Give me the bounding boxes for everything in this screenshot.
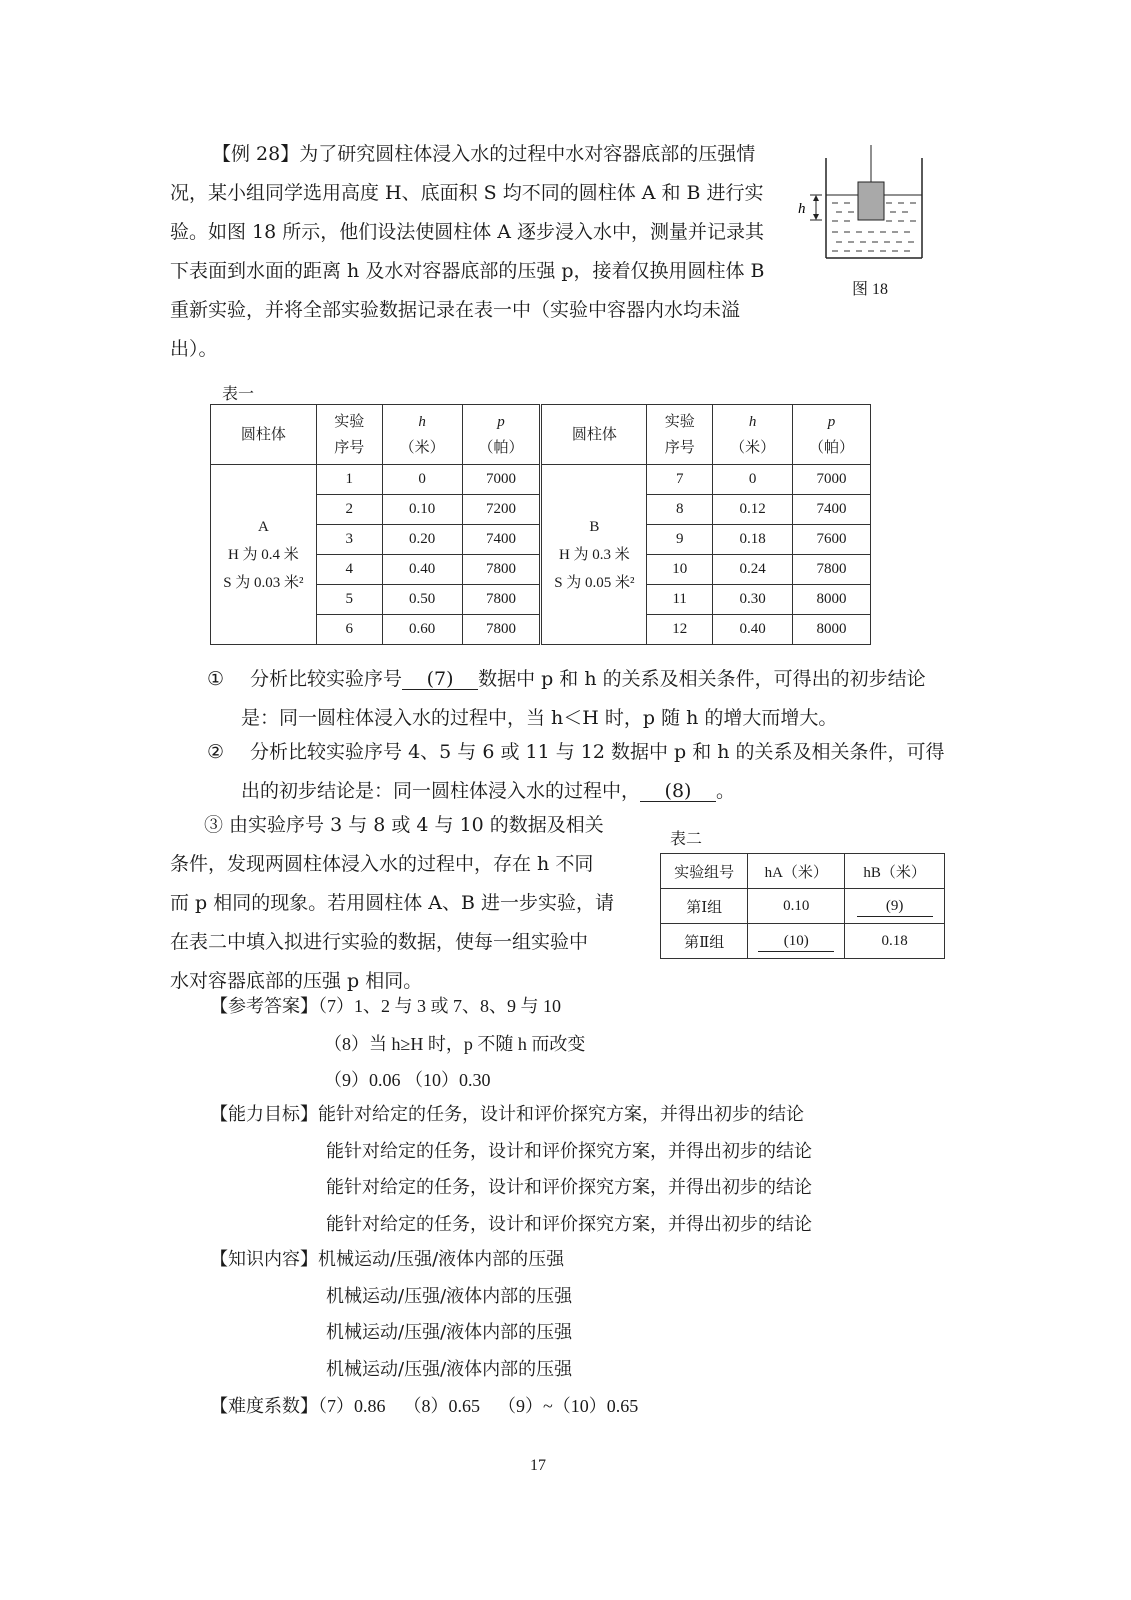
table-row: 5 0.50 7800 11 0.30 8000 bbox=[211, 585, 871, 615]
figure-h-label: h bbox=[798, 201, 806, 217]
table-row: 6 0.60 7800 12 0.40 8000 bbox=[211, 615, 871, 645]
problem-line-5: 重新实验，并将全部实验数据记录在表一中（实验中容器内水均未溢 bbox=[170, 299, 741, 321]
page-number: 17 bbox=[530, 1457, 546, 1474]
knowledge-label: 【知识内容】 bbox=[210, 1249, 318, 1270]
table1-caption: 表一 bbox=[222, 384, 255, 403]
blank-7[interactable]: (7) bbox=[402, 669, 478, 690]
figure-18-diagram bbox=[790, 140, 930, 265]
blank-10[interactable]: (10) bbox=[758, 931, 834, 952]
table1-header-seq-a: 实验 序号 bbox=[316, 405, 382, 465]
problem-line-6: 出）。 bbox=[170, 338, 218, 360]
ability-label: 【能力目标】 bbox=[210, 1104, 318, 1125]
figure-caption: 图 18 bbox=[852, 281, 889, 298]
problem-line-4: 下表面到水面的距离 h 及水对容器底部的压强 p，接着仅换用圆柱体 B bbox=[170, 260, 765, 282]
table1 bbox=[210, 404, 871, 645]
table1-group-a: A H 为 0.4 米 S 为 0.03 米² bbox=[211, 465, 317, 645]
table2 bbox=[660, 853, 945, 959]
difficulty-section: 【难度系数】（7）0.86 （8）0.65 （9）~（10）0.65 bbox=[210, 1396, 639, 1417]
difficulty-label: 【难度系数】 bbox=[210, 1396, 318, 1417]
table1-header-h-a: h （米） bbox=[382, 405, 462, 465]
problem-text bbox=[170, 135, 765, 369]
table1-header-cylinder-b: 圆柱体 bbox=[541, 405, 647, 465]
table2-caption: 表二 bbox=[670, 829, 703, 848]
table1-header-p-a: p （帕） bbox=[462, 405, 541, 465]
table-row: A H 为 0.4 米 S 为 0.03 米² 1 0 7000 B H 为 0.3 米 S 为 0.05 米² 7 0 7000 bbox=[211, 465, 871, 495]
knowledge-section: 【知识内容】机械运动/压强/液体内部的压强 机械运动/压强/液体内部的压强 机械运动/压强/液体内部的压强 机械运动/压强/液体内部的压强 bbox=[210, 1249, 573, 1380]
answer-label: 【参考答案】 bbox=[210, 996, 318, 1017]
table-row: 4 0.40 7800 10 0.24 7800 bbox=[211, 555, 871, 585]
table1-group-b: B H 为 0.3 米 S 为 0.05 米² bbox=[541, 465, 647, 645]
table-row: 第Ⅰ组 0.10 (9) bbox=[661, 889, 945, 924]
table2-header-row: 实验组号 hA（米） hB（米） bbox=[661, 854, 945, 889]
problem-line-3: 验。如图 18 所示，他们设法使圆柱体 A 逐步浸入水中，测量并记录其 bbox=[170, 221, 765, 243]
table1-header-p-b: p （帕） bbox=[793, 405, 871, 465]
problem-line-1: 【例 28】为了研究圆柱体浸入水的过程中水对容器底部的压强情 bbox=[212, 143, 756, 165]
ability-section: 【能力目标】能针对给定的任务，设计和评价探究方案，并得出初步的结论 能针对给定的任务，设计和评价探究方案，并得出初步的结论 能针对给定的任务，设计和评价探究方案，并得出初步的结论 能针对给定的任务，设计和评价探究方案，并得出初步的结论 bbox=[210, 1104, 812, 1235]
table-row: 3 0.20 7400 9 0.18 7600 bbox=[211, 525, 871, 555]
table1-header-h-b: h （米） bbox=[713, 405, 793, 465]
question-2: ② 分析比较实验序号 4、5 与 6 或 11 与 12 数据中 p 和 h 的关系及相关条件，可得 出的初步结论是：同一圆柱体浸入水的过程中， (8) 。 bbox=[207, 741, 945, 802]
blank-9[interactable]: (9) bbox=[857, 896, 933, 917]
answer-section: 【参考答案】（7）1、2 与 3 或 7、8、9 与 10 （8）当 h≥H 时，p 不随 h 而改变 （9）0.06 （10）0.30 bbox=[210, 996, 586, 1090]
table1-header-row bbox=[211, 405, 871, 465]
table-row: 2 0.10 7200 8 0.12 7400 bbox=[211, 495, 871, 525]
question-1: ① 分析比较实验序号 (7) 数据中 p 和 h 的关系及相关条件，可得出的初步结论 是：同一圆柱体浸入水的过程中，当 h＜H 时，p 随 h 的增大而增大。 bbox=[207, 668, 926, 729]
question-3: ③ 由实验序号 3 与 8 或 4 与 10 的数据及相关 条件，发现两圆柱体浸入水的过程中，存在 h 不同 而 p 相同的现象。若用圆柱体 A、B 进一步实验，请 在表二中填入拟进行实验的数据，使每一组实验中 水对容器底部的压强 p 相同。 bbox=[170, 814, 615, 992]
problem-line-2: 况，某小组同学选用高度 H、底面积 S 均不同的圆柱体 A 和 B 进行实 bbox=[170, 182, 764, 204]
table-row: 第Ⅱ组 (10) 0.18 bbox=[661, 924, 945, 959]
table1-header-cylinder-a: 圆柱体 bbox=[211, 405, 317, 465]
table1-header-seq-b: 实验 序号 bbox=[647, 405, 713, 465]
blank-8[interactable]: (8) bbox=[640, 781, 716, 802]
